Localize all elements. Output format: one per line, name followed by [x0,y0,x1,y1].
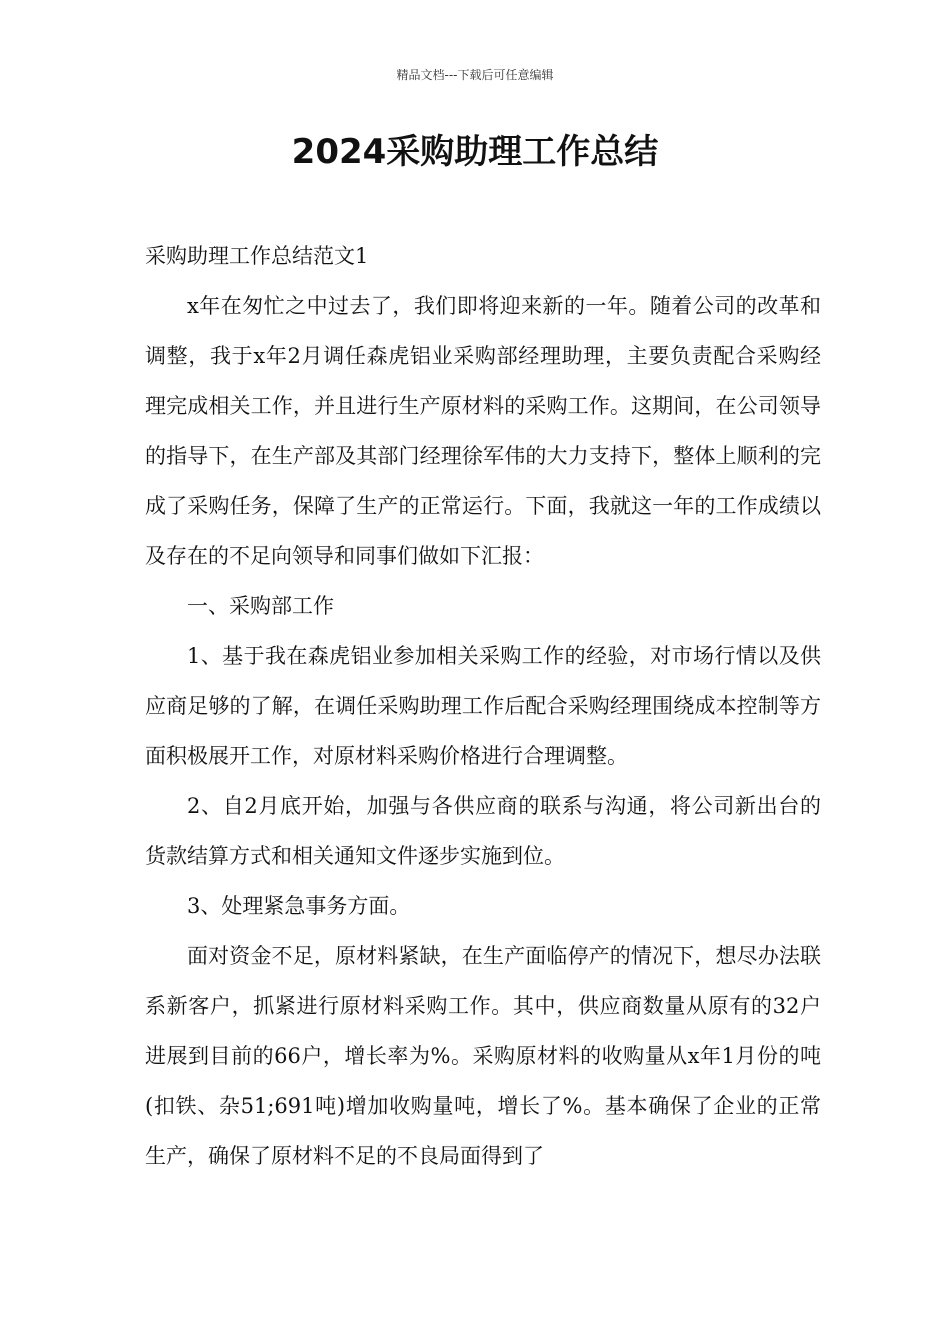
paragraph-item-1: 1、基于我在森虎铝业参加相关采购工作的经验，对市场行情以及供应商足够的了解，在调任采购助理工作后配合采购经理围绕成本控制等方面积极展开工作，对原材料采购价格进行合理调整。 [145,644,821,768]
header-note: 精品文档---下载后可任意编辑 [396,68,554,82]
document-body [145,231,821,1181]
paragraph-intro: x年在匆忙之中过去了，我们即将迎来新的一年。随着公司的改革和调整，我于x年2月调任森虎铝业采购部经理助理，主要负责配合采购经理完成相关工作，并且进行生产原材料的采购工作。这期间，在公司领导的指导下，在生产部及其部门经理徐军伟的大力支持下，整体上顺利的完成了采购任务，保障了生产的正常运行。下面，我就这一年的工作成绩以及存在的不足向领导和同事们做如下汇报： [145,294,821,568]
paragraph-item-2: 2、自2月底开始，加强与各供应商的联系与沟通，将公司新出台的货款结算方式和相关通知文件逐步实施到位。 [145,794,821,868]
paragraph-item-3: 3、处理紧急事务方面。 [187,894,411,918]
section-heading-purchasing: 一、采购部工作 [187,594,334,618]
section-subtitle: 采购助理工作总结范文1 [145,244,369,268]
document-title: 2024采购助理工作总结 [291,132,659,172]
paragraph-emergency-details: 面对资金不足，原材料紧缺，在生产面临停产的情况下，想尽办法联系新客户，抓紧进行原材料采购工作。其中，供应商数量从原有的32户进展到目前的66户，增长率为%。采购原材料的收购量从x年1月份的吨(扣铁、杂51;691吨)增加收购量吨，增长了%。基本确保了企业的正常生产，确保了原材料不足的不良局面得到了 [145,944,821,1168]
